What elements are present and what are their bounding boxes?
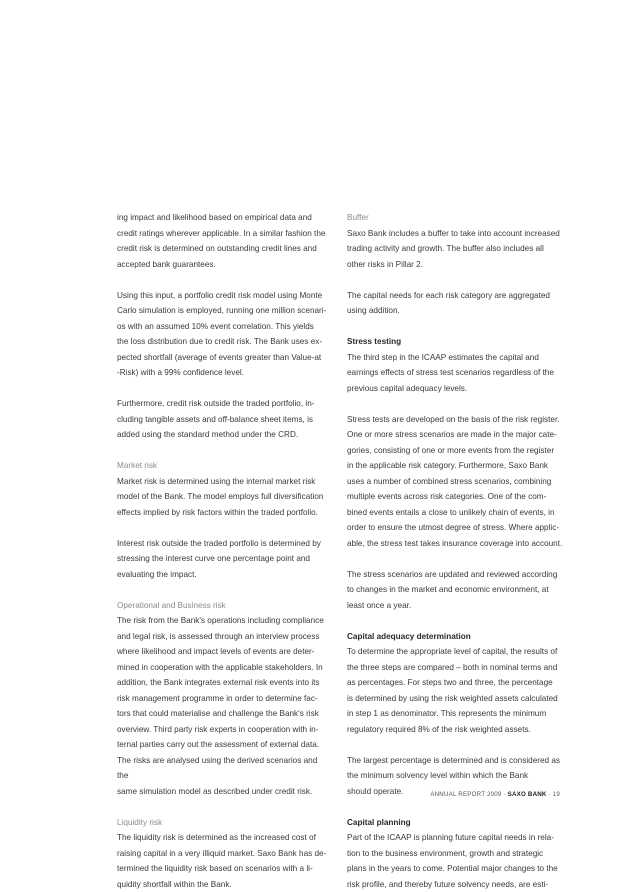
section-heading-liquidity-risk: Liquidity risk	[117, 817, 163, 827]
section-heading-operational-risk: Operational and Business risk	[117, 600, 226, 610]
section-heading-capital-adequacy: Capital adequacy determination	[347, 631, 471, 641]
footer-report-label: ANNUAL REPORT 2009 ·	[430, 791, 506, 798]
paragraph: The third step in the ICAAP estimates the capital and earnings effects of stress test scenarios regardless of the previous capital adequacy levels.	[347, 352, 554, 393]
paragraph: Using this input, a portfolio credit risk model using Monte Carlo simulation is employed, running one million scenari- os with an assumed 10% event correlation. This yields the loss distribution due to credit risk. The Bank uses ex- pected shortfall (average of events greater than Value-at -Risk) with a 99% confidence level.	[117, 290, 327, 377]
section-heading-stress-testing: Stress testing	[347, 337, 402, 346]
section-heading-capital-planning: Capital planning	[347, 817, 411, 827]
paragraph: Furthermore, credit risk outside the traded portfolio, in- cluding tangible assets and off-balance sheet items, is added using the standard method under the CRD.	[117, 399, 315, 439]
paragraph: The risk from the Bank's operations including compliance and legal risk, is assessed through an interview process where likelihood and impact levels of events are deter- mined in cooperation with the applicable stakeholders. In addition, the Bank integrates external risk events into its risk management programme in order to determine fac- tors that could materialise and challenge the Bank's risk overview. Third party risk experts in cooperation with in- ternal parties carry out the assessment of external data. The risks are analysed using the derived scenarios and the same simulation model as described under credit risk.	[117, 616, 324, 796]
paragraph: The largest percentage is determined and is considered as the minimum solvency level within which the Bank should operate.	[347, 755, 560, 796]
paragraph: Market risk is determined using the internal market risk model of the Bank. The model employs full diversification effects implied by risk factors within the traded portfolio.	[117, 476, 324, 517]
left-column	[117, 210, 329, 892]
paragraph: Stress tests are developed on the basis of the risk register. One or more stress scenarios are made in the major cate- gories, consisting of one or more events from the register in the applicable risk category. Furthermore, Saxo Bank uses a number of combined stress scenarios, combining multiple events across risk categories. One of the com- bined events entails a close to unlikely chain of events, in order to ensure the utmost degree of stress. Where applic- able, the stress test takes insurance coverage into account.	[347, 414, 563, 548]
paragraph: Saxo Bank includes a buffer to take into account increased trading activity and growth. The buffer also includes all other risks in Pillar 2.	[347, 228, 560, 269]
footer-company-name: SAXO BANK	[507, 791, 547, 798]
paragraph: ing impact and likelihood based on empirical data and credit ratings wherever applicable. In a similar fashion the credit risk is determined on outstanding credit lines and accepted bank guarantees.	[117, 213, 326, 269]
section-heading-buffer: Buffer	[347, 213, 369, 222]
paragraph: The liquidity risk is determined as the increased cost of raising capital in a very illiquid market. Saxo Bank has de- termined the liquidity risk based on scenarios with a li- quidity shortfall within the Bank.	[117, 833, 327, 889]
section-heading-market-risk: Market risk	[117, 461, 158, 470]
paragraph: The stress scenarios are updated and reviewed according to changes in the market and economic environment, at least once a year.	[347, 569, 558, 610]
paragraph: Interest risk outside the traded portfolio is determined by stressing the interest curve one percentage point and evaluating the impact.	[117, 538, 321, 579]
page-footer	[400, 791, 560, 798]
page-number: 19	[552, 791, 560, 798]
paragraph: Part of the ICAAP is planning future capital needs in rela- tion to the business environment, growth and strategic plans in the years to come. Potential major changes to the risk profile, and thereby future solvency needs, are esti-	[347, 833, 558, 889]
paragraph: The capital needs for each risk category are aggregated using addition.	[347, 290, 550, 315]
footer-separator: ·	[548, 791, 551, 798]
right-column	[347, 210, 565, 892]
paragraph: To determine the appropriate level of capital, the results of the three steps are compared – both in nominal terms and as percentages. For steps two and three, the percentage is determined by using the risk weighted assets calculated in step 1 as denominator. This represents the minimum regulatory required 8% of the risk weighted assets.	[347, 647, 558, 734]
